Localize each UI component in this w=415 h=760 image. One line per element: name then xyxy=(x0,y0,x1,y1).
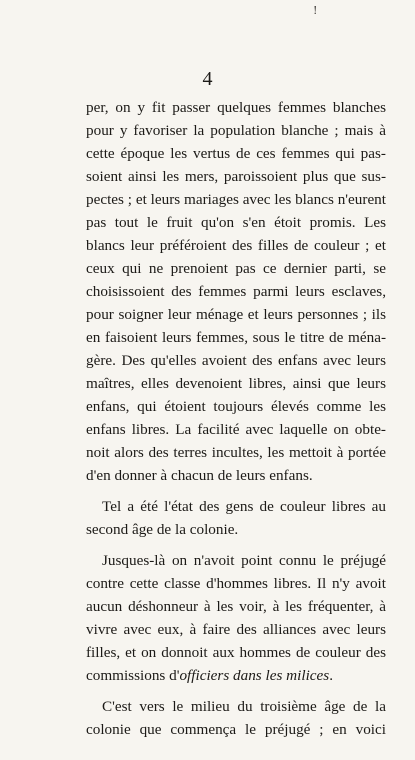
paragraph-gap xyxy=(86,487,386,495)
text-line: per, on y fit passer quelques femmes blanches xyxy=(86,99,386,116)
text-line: maîtres, elles devenoient libres, ainsi que leurs xyxy=(86,375,386,392)
top-mark: ! xyxy=(313,4,318,17)
text-line: ceux qui ne prenoient pas ce dernier parti, se xyxy=(86,260,386,277)
text-line: aucun déshonneur à les voir, à les fréquenter, à xyxy=(86,598,386,615)
text-line: pour soigner leur ménage et leurs personnes ; ils xyxy=(86,306,386,323)
text-line: soient ainsi les mers, paroissoient plus que sus- xyxy=(86,168,386,185)
text-line: pour y favoriser la population blanche ; mais à xyxy=(86,122,386,139)
text-line-italic xyxy=(86,664,386,687)
page-number: 4 xyxy=(202,68,213,90)
text-line: colonie que commença le préjugé ; en voici xyxy=(86,721,386,738)
paragraph-4 xyxy=(86,695,386,741)
paragraph-gap xyxy=(86,687,386,695)
text-line: Jusques-là on n'avoit point connu le préjugé xyxy=(102,552,386,569)
body-text xyxy=(86,96,386,741)
text-line: pectes ; et leurs mariages avec les blancs n'eurent xyxy=(86,191,386,208)
paragraph-3 xyxy=(86,549,386,687)
text-line: second âge de la colonie. xyxy=(86,521,239,538)
text-line: gère. Des qu'elles avoient des enfans avec leurs xyxy=(86,352,386,369)
text-fragment: . xyxy=(329,667,333,684)
text-line: cette époque les vertus de ces femmes qui pas- xyxy=(86,145,386,162)
text-line: Tel a été l'état des gens de couleur libres au xyxy=(102,498,386,515)
text-line: enfans libres. La facilité avec laquelle on obte- xyxy=(86,421,386,438)
text-fragment: commissions d' xyxy=(86,667,180,684)
paragraph-2 xyxy=(86,495,386,541)
text-line: noit alors des terres incultes, les mettoit à portée xyxy=(86,444,386,461)
text-line: vivre avec eux, à faire des alliances avec leurs xyxy=(86,621,386,638)
paragraph-gap xyxy=(86,541,386,549)
text-line: d'en donner à chacun de leurs enfans. xyxy=(86,467,313,484)
paragraph-1 xyxy=(86,96,386,487)
text-line: C'est vers le milieu du troisième âge de la xyxy=(102,698,386,715)
text-line: blancs leur préféroient des filles de couleur ; et xyxy=(86,237,386,254)
text-line: filles, et on donnoit aux hommes de couleur des xyxy=(86,644,386,661)
text-line: choisissoient des femmes parmi leurs esclaves, xyxy=(86,283,386,300)
text-line: contre cette classe d'hommes libres. Il n'y avoit xyxy=(86,575,386,592)
text-line: en faisoient leurs femmes, sous le titre de ména- xyxy=(86,329,386,346)
text-line: enfans, qui étoient toujours élevés comme les xyxy=(86,398,386,415)
text-line: pas tout le fruit qu'on s'en étoit promis. Les xyxy=(86,214,386,231)
italic-text: officiers dans les milices xyxy=(179,667,330,684)
